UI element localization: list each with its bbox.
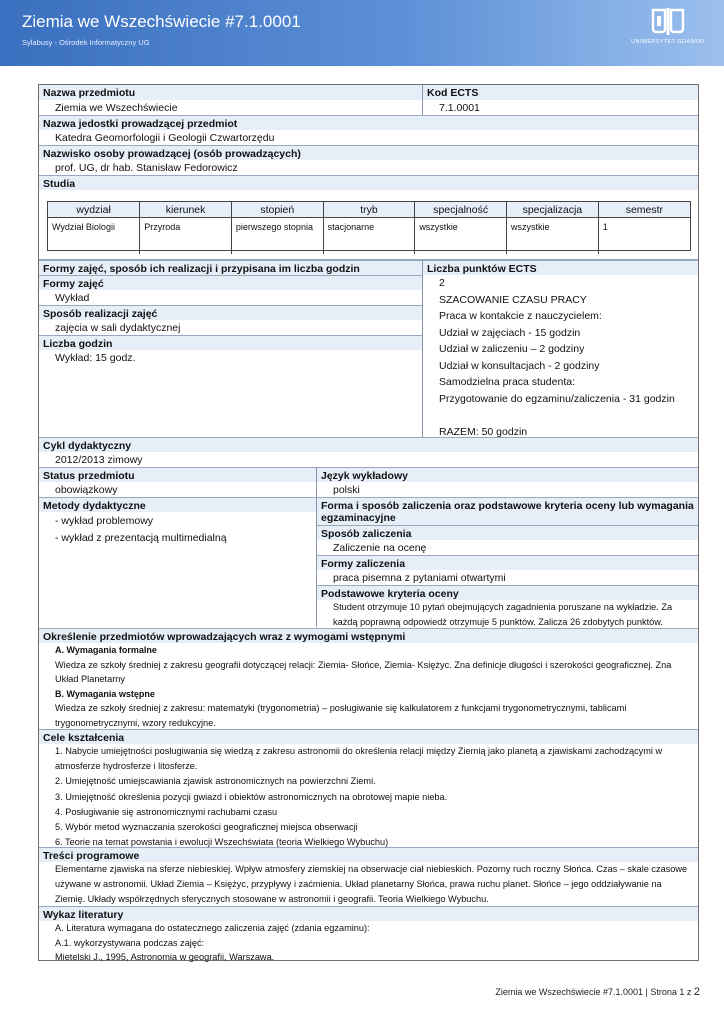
footer-total-pages: 2 <box>693 986 700 998</box>
literature-list <box>39 921 698 965</box>
forms-type-label: Formy zajęć <box>39 275 422 290</box>
studia-cell: wszystkie <box>507 218 599 255</box>
assessment-method: Zaliczenie na ocenę <box>333 542 427 554</box>
goal-item: 4. Posługiwanie się astronomicznymi rachubami czasu <box>55 806 278 817</box>
university-logo <box>626 7 710 45</box>
prereq-b-label: B. Wymagania wstępne <box>55 688 155 699</box>
prereq-b-text: Wiedza ze szkoły średniej z zakresu: matematyki (trygonometria) – posługiwanie się kalkulatorem z funkcjami trygonometrycznymi, tablicami trygonometrycznymi, wzory redukcyjne. <box>55 703 627 728</box>
studia-table <box>47 201 691 251</box>
literature-label: Wykaz literatury <box>39 906 698 921</box>
ects-code-label: Kod ECTS <box>427 87 479 99</box>
assessment-label: Forma i sposób zaliczenia oraz podstawowe kryteria oceny lub wymagania egzaminacyjne <box>317 497 698 525</box>
assessment-method-label: Sposób zaliczenia <box>317 525 698 540</box>
ects-line: Praca w kontakcie z nauczycielem: <box>439 310 602 322</box>
content-label: Treści programowe <box>39 847 698 862</box>
prerequisites-body <box>39 643 698 731</box>
prereq-a-text: Wiedza ze szkoły średniej z zakresu geografii dotyczącej relacji: Ziemia- Słońce, Ziemia- Księżyc. Zna definicje długości i szerokości geograficznej. Zna Układ Planetarny <box>55 659 672 685</box>
assessment-criteria-label: Podstawowe kryteria oceny <box>317 585 698 600</box>
logo-text: UNIWERSYTET GDAŃSKI <box>631 39 705 45</box>
forms-label: Formy zajęć, sposób ich realizacji i przypisana im liczba godzin <box>39 260 422 275</box>
literature-item: A. Literatura wymagana do ostatecznego zaliczenia zajęć (zdania egzaminu): <box>55 923 370 933</box>
goals-label: Cele kształcenia <box>39 729 698 744</box>
unit-label: Nazwa jedostki prowadzącej przedmiot <box>39 115 698 130</box>
prerequisites-label: Określenie przedmiotów wprowadzających wraz z wymogami wstępnymi <box>39 628 698 643</box>
teachers-label: Nazwisko osoby prowadzącej (osób prowadzących) <box>39 145 698 160</box>
studia-col-header: kierunek <box>140 202 232 218</box>
forms-hours: Wykład: 15 godz. <box>55 352 136 364</box>
method-item: - wykład z prezentacją multimedialną <box>55 531 227 544</box>
course-name-row <box>39 100 698 115</box>
ects-code: 7.1.0001 <box>439 102 480 114</box>
methods-list <box>39 513 316 546</box>
studia-col-header: wydział <box>48 202 140 218</box>
page-title: Ziemia we Wszechświecie #7.1.0001 <box>22 12 301 31</box>
studia-col-header: semestr <box>598 202 690 218</box>
studia-header-row <box>48 202 690 218</box>
teachers-name: prof. UG, dr hab. Stanisław Fedorowicz <box>55 162 238 174</box>
goal-item: 2. Umiejętność umiejscawiania zjawisk astronomicznych na powierzchni Ziemi. <box>55 776 376 787</box>
course-name: Ziemia we Wszechświecie <box>55 102 178 114</box>
ects-estimate <box>423 275 698 440</box>
language-value: polski <box>333 484 360 496</box>
ects-line: Przygotowanie do egzaminu/zaliczenia - 31 godzin <box>439 392 675 405</box>
syllabus-sheet <box>38 84 699 961</box>
studia-col-header: tryb <box>323 202 415 218</box>
studia-label: Studia <box>39 175 698 190</box>
studia-value-row <box>48 218 690 255</box>
goals-list <box>39 744 698 850</box>
ects-points: 2 <box>439 277 445 289</box>
footer-text: Ziemia we Wszechświecie #7.1.0001 | Strona 1 z <box>495 987 692 997</box>
method-item: - wykład problemowy <box>55 515 154 527</box>
studia-cell: 1 <box>602 222 608 232</box>
ects-line: SZACOWANIE CZASU PRACY <box>439 293 587 306</box>
status-label: Status przedmiotu <box>39 467 316 482</box>
ects-line: Udział w konsultacjach - 2 godziny <box>439 359 600 372</box>
cycle-label: Cykl dydaktyczny <box>39 437 698 452</box>
goal-item: 6. Teorie na temat powstania i ewolucji Wszechświata (teoria Wielkiego Wybuchu) <box>55 837 389 848</box>
studia-cell: Przyroda <box>140 218 232 255</box>
studia-cell: pierwszego stopnia <box>231 218 323 255</box>
studia-col-header: stopień <box>231 202 323 218</box>
studia-col-header: specjalność <box>415 202 507 218</box>
university-crest-icon <box>650 7 686 37</box>
ects-total: RAZEM: 50 godzin <box>439 425 528 438</box>
course-name-label: Nazwa przedmiotu <box>43 87 136 99</box>
goal-item: 5. Wybór metod wyznaczania szerokości geograficznej miejsca obserwacji <box>55 822 358 833</box>
literature-item: Mietelski J., 1995, Astronomia w geografii, Warszawa. <box>55 952 275 963</box>
forms-type: Wykład <box>55 292 90 304</box>
language-label: Język wykładowy <box>317 467 698 482</box>
goal-item: 3. Umiejętność określenia pozycji gwiazd i obiektów astronomicznych na obrotowej mapie nieba. <box>55 791 448 802</box>
forms-hours-label: Liczba godzin <box>39 335 422 350</box>
ects-line: Udział w zajęciach - 15 godzin <box>439 326 581 339</box>
goal-item: 1. Nabycie umiejętności posługiwania się wiedzą z zakresu astronomii do określenia relacji między Ziemią jako planetą a zjawiskami zachodzącymi w atmosferze hydrosferze i litosferze. <box>55 746 663 772</box>
page-footer <box>495 986 700 998</box>
divider <box>422 85 423 115</box>
assessment-forms: praca pisemna z pytaniami otwartymi <box>333 572 506 584</box>
page-subtitle: Sylabusy - Ośrodek Informatyczny UG <box>22 38 150 47</box>
literature-item: A.1. wykorzystywana podczas zajęć: <box>55 937 205 948</box>
studia-cell: Wydział Biologii <box>48 218 140 255</box>
ects-points-label: Liczba punktów ECTS <box>423 260 698 275</box>
assessment-criteria: Student otrzymuje 10 pytań obejmujących zagadnienia poruszane na wykładzie. Za każdą poprawną odpowiedź otrzymuje 5 punktów. Zalicza 26 zdobytych punktów. <box>333 602 673 627</box>
ects-line: Udział w zaliczeniu – 2 godziny <box>439 343 585 355</box>
ects-line: Samodzielna praca studenta: <box>439 376 576 388</box>
forms-mode-label: Sposób realizacji zajęć <box>39 305 422 320</box>
prereq-a-label: A. Wymagania formalne <box>55 645 157 655</box>
forms-mode: zajęcia w sali dydaktycznej <box>55 322 181 334</box>
studia-cell: wszystkie <box>415 218 507 255</box>
course-name-header <box>39 85 698 100</box>
ects-line <box>423 407 698 424</box>
content-text: Elementarne zjawiska na sferze niebieskiej. Wpływ atmosfery ziemskiej na obserwacje ciał niebieskich. Pozorny ruch roczny Słońca. Czas – skale czasowe używane w astronomii. Układ Ziemia – Księżyc, przypływy i zaćmienia. Układ planetarny Słońca, prawa ruchu planet. Słońce – jego oddziaływanie na Ziemię. Układy współrzędnych sferycznych stosowane w astronomii i geografii. Teoria Wielkiego Wybuchu. <box>55 864 688 904</box>
header-banner <box>0 0 724 66</box>
status-value: obowiązkowy <box>55 484 118 496</box>
cycle-value: 2012/2013 zimowy <box>55 454 143 466</box>
assessment-forms-label: Formy zaliczenia <box>317 555 698 570</box>
studia-cell: stacjonarne <box>323 218 415 255</box>
studia-col-header: specjalizacja <box>507 202 599 218</box>
methods-label: Metody dydaktyczne <box>39 497 316 512</box>
unit-name: Katedra Geomorfologii i Geologii Czwartorzędu <box>55 132 275 144</box>
